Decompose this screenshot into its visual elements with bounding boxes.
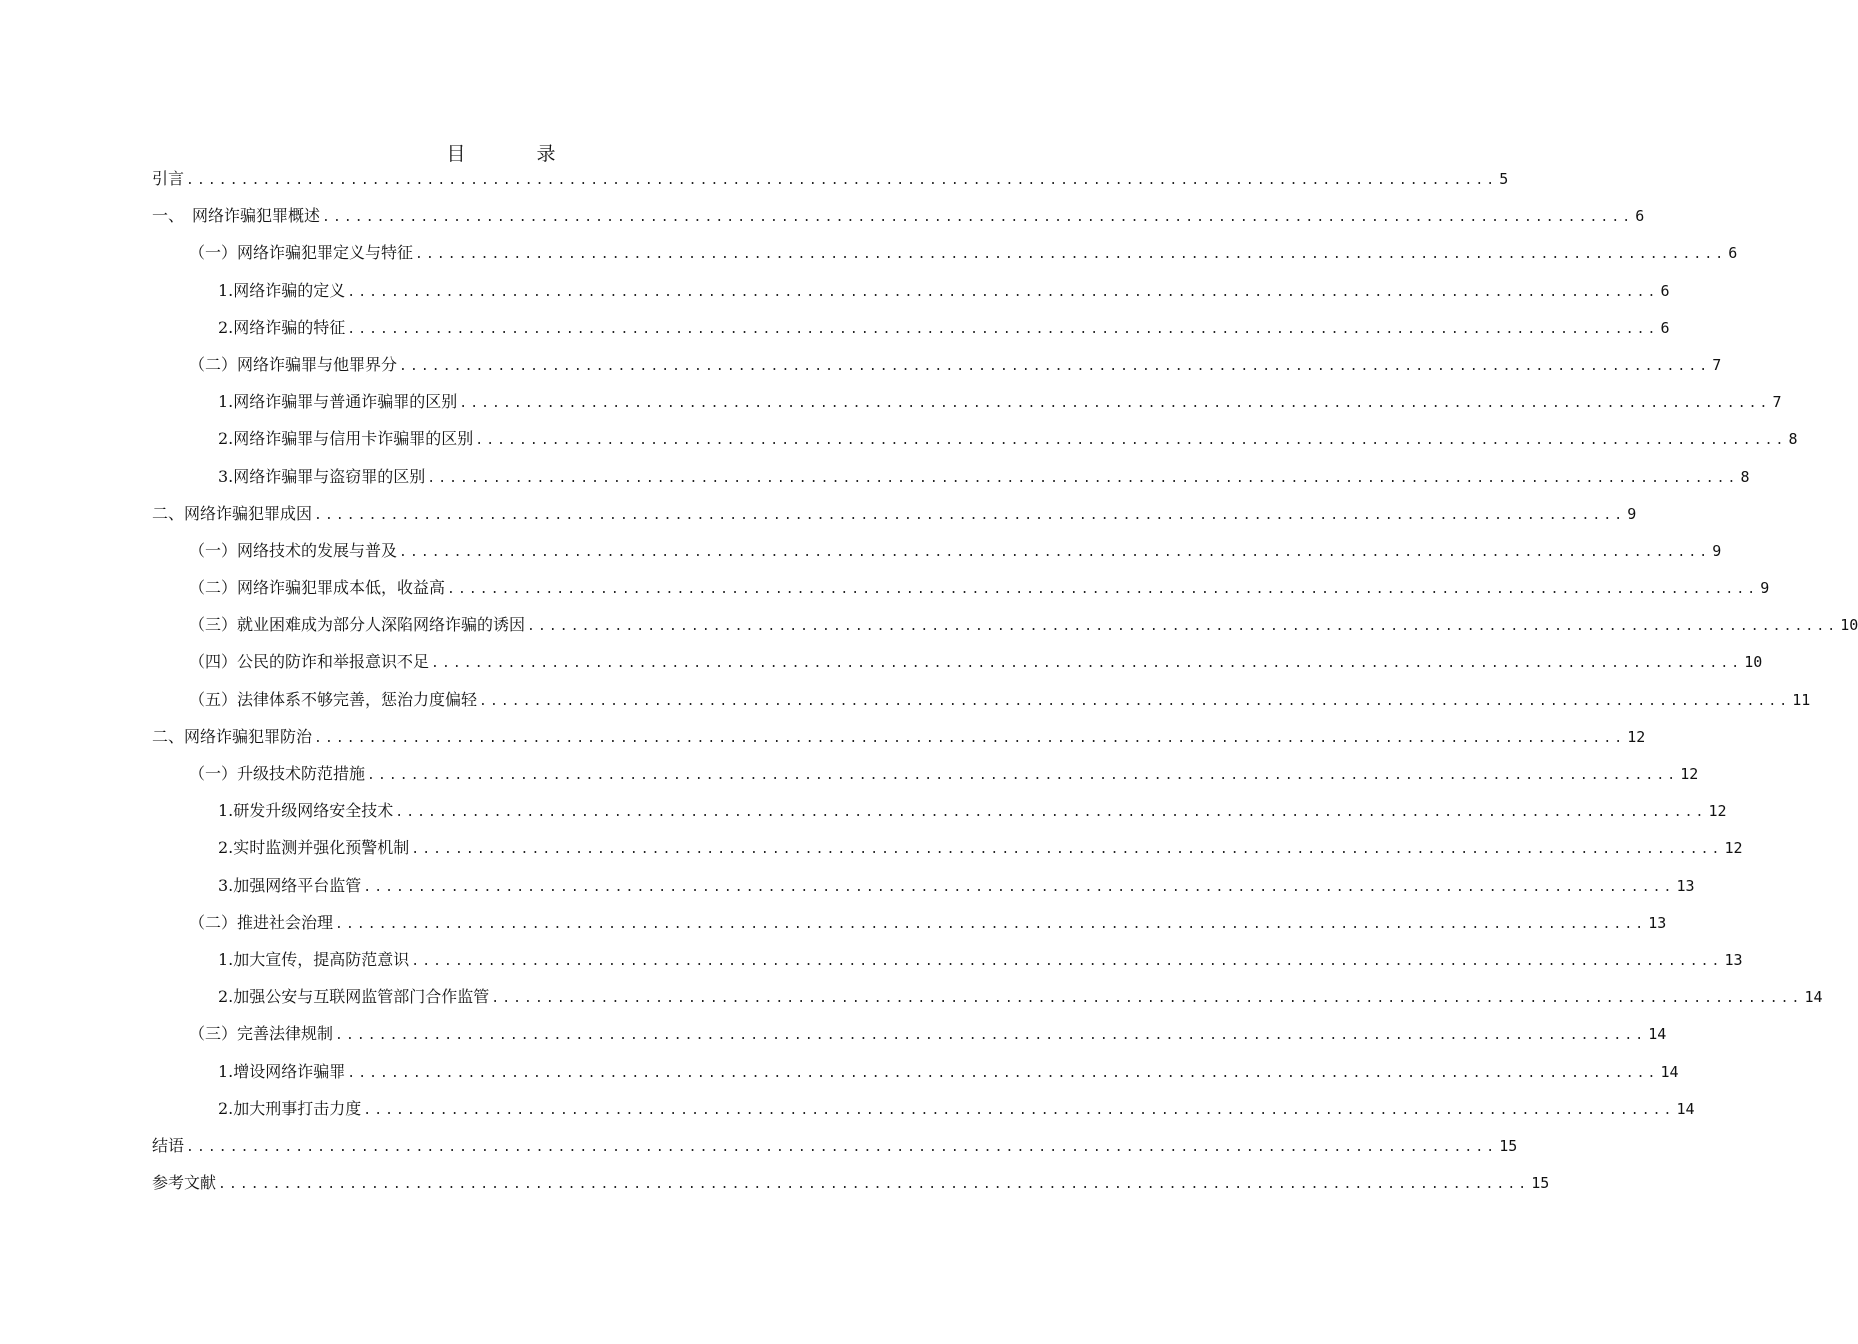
toc-entry[interactable]: [152, 797, 1727, 834]
toc-entry-label: 1.增设网络诈骗罪: [218, 1061, 346, 1081]
toc-entry-label: 结语: [152, 1135, 185, 1155]
toc-entry-page-number: 13: [1648, 913, 1667, 932]
toc-entry[interactable]: [152, 388, 1782, 425]
toc-dot-leader: ........................................................................................................................: [218, 1177, 1530, 1193]
toc-dot-leader: ........................................................................................................................: [427, 470, 1739, 486]
toc-entry-label: 1.网络诈骗罪与普通诈骗罪的区别: [218, 392, 458, 412]
toc-entry[interactable]: [152, 351, 1722, 388]
toc-entry[interactable]: [152, 760, 1699, 797]
toc-dot-leader: ........................................................................................................................: [527, 619, 1839, 635]
toc-entry-page-number: 15: [1531, 1174, 1550, 1193]
toc-dot-leader: ........................................................................................................................: [399, 358, 1711, 374]
toc-entry-label: （二）推进社会治理: [189, 912, 334, 932]
toc-entry[interactable]: [152, 909, 1667, 946]
toc-entry-label: 二、网络诈骗犯罪防治: [152, 726, 313, 746]
toc-entry-page-number: 5: [1499, 170, 1509, 188]
toc-dot-leader: ........................................................................................................................: [314, 730, 1626, 746]
toc-dot-leader: ........................................................................................................................: [399, 544, 1711, 560]
toc-entry-label: （一）网络技术的发展与普及: [189, 540, 398, 560]
toc-dot-leader: ........................................................................................................................: [347, 284, 1659, 300]
toc-dot-leader: ........................................................................................................................: [459, 396, 1771, 412]
toc-dot-leader: ........................................................................................................................: [431, 656, 1743, 672]
toc-entry-page-number: 14: [1804, 988, 1823, 1007]
toc-entry-label: 2.加大刑事打击力度: [218, 1098, 362, 1118]
toc-entry-page-number: 12: [1627, 727, 1646, 746]
toc-entry-page-number: 15: [1499, 1136, 1518, 1155]
toc-dot-leader: ........................................................................................................................: [363, 879, 1675, 895]
toc-entry-page-number: 12: [1724, 839, 1743, 858]
toc-entry[interactable]: [152, 872, 1695, 909]
toc-entry-page-number: 8: [1788, 430, 1798, 449]
toc-dot-leader: ........................................................................................................................: [186, 1139, 1498, 1155]
toc-entry-label: 1.加大宣传，提高防范意识: [218, 949, 410, 969]
toc-entry-page-number: 6: [1635, 207, 1645, 226]
toc-dot-leader: ........................................................................................................................: [347, 1065, 1659, 1081]
toc-entry-page-number: 9: [1627, 504, 1637, 523]
toc-entry-page-number: 12: [1708, 802, 1727, 821]
toc-entry-page-number: 6: [1660, 318, 1670, 337]
toc-entry-page-number: 6: [1660, 281, 1670, 300]
toc-entry[interactable]: [152, 1058, 1679, 1095]
toc-entry-page-number: 6: [1728, 244, 1738, 263]
toc-entry[interactable]: [152, 537, 1722, 574]
toc-entry[interactable]: [152, 686, 1811, 723]
toc-entry-label: （三）就业困难成为部分人深陷网络诈骗的诱因: [189, 615, 526, 635]
toc-entry-label: （五）法律体系不够完善，惩治力度偏轻: [189, 689, 478, 709]
toc-entry-label: 1.研发升级网络安全技术: [218, 801, 394, 821]
toc-entry-page-number: 10: [1840, 616, 1858, 635]
toc-entry-label: 1.网络诈骗的定义: [218, 280, 346, 300]
toc-entry[interactable]: [152, 946, 1743, 983]
toc-entry-label: 参考文献: [152, 1173, 217, 1193]
toc-entry-label: （二）网络诈骗罪与他罪界分: [189, 354, 398, 374]
toc-entry-label: （一）升级技术防范措施: [189, 764, 366, 783]
toc-entry-page-number: 7: [1712, 355, 1722, 374]
toc-entry[interactable]: [152, 277, 1670, 314]
toc-dot-leader: ........................................................................................................................: [411, 953, 1723, 969]
toc-entry[interactable]: [152, 1095, 1695, 1132]
toc-dot-leader: ........................................................................................................................: [475, 433, 1787, 449]
toc-dot-leader: ........................................................................................................................: [314, 507, 1626, 523]
toc-entry-label: 二、网络诈骗犯罪成因: [152, 503, 313, 523]
toc-entry[interactable]: [152, 239, 1738, 276]
toc-dot-leader: ........................................................................................................................: [447, 582, 1759, 598]
toc-entry-label: 2.加强公安与互联网监管部门合作监管: [218, 987, 490, 1007]
toc-entry[interactable]: [152, 1169, 1550, 1206]
toc-dot-leader: ........................................................................................................................: [363, 1102, 1675, 1118]
toc-entry[interactable]: [152, 425, 1798, 462]
toc-entry[interactable]: [152, 202, 1645, 239]
toc-entry[interactable]: [152, 314, 1670, 351]
toc-entry-label: 一、 网络诈骗犯罪概述: [152, 206, 321, 226]
toc-dot-leader: ........................................................................................................................: [415, 247, 1727, 263]
toc-entry[interactable]: [152, 165, 1509, 202]
toc-dot-leader: ........................................................................................................................: [491, 991, 1803, 1007]
toc-entry-label: （二）网络诈骗犯罪成本低，收益高: [189, 578, 446, 598]
toc-entry[interactable]: [152, 723, 1646, 760]
toc-entry-label: （一）网络诈骗犯罪定义与特征: [189, 243, 414, 263]
toc-entry-label: 2.网络诈骗罪与信用卡诈骗罪的区别: [218, 429, 474, 449]
toc-dot-leader: ........................................................................................................................: [411, 842, 1723, 858]
toc-title: 目 录: [446, 143, 582, 165]
toc-entry-page-number: 9: [1712, 541, 1722, 560]
toc-entry-page-number: 13: [1676, 876, 1695, 895]
toc-entry-label: 2.实时监测并强化预警机制: [218, 838, 410, 858]
toc-entry-label: （四）公民的防诈和举报意识不足: [189, 652, 430, 672]
toc-dot-leader: ........................................................................................................................: [479, 693, 1791, 709]
toc-entry-page-number: 8: [1740, 467, 1750, 486]
toc-entry-page-number: 14: [1648, 1025, 1667, 1044]
toc-dot-leader: ........................................................................................................................: [347, 321, 1659, 337]
toc-entry[interactable]: [152, 500, 1637, 537]
toc-entry-page-number: 14: [1660, 1062, 1679, 1081]
toc-dot-leader: ........................................................................................................................: [367, 768, 1679, 783]
toc-entry[interactable]: [152, 648, 1763, 685]
toc-entry-label: 引言: [152, 169, 185, 188]
toc-entry-page-number: 10: [1744, 653, 1763, 672]
toc-entry-page-number: 7: [1772, 393, 1782, 412]
toc-entry-label: 3.网络诈骗罪与盗窃罪的区别: [218, 466, 426, 486]
toc-entry-label: 2.网络诈骗的特征: [218, 317, 346, 337]
table-of-contents: [152, 165, 1858, 1206]
toc-entry[interactable]: [152, 574, 1770, 611]
toc-dot-leader: ........................................................................................................................: [335, 916, 1647, 932]
toc-dot-leader: ........................................................................................................................: [322, 210, 1634, 226]
toc-entry-label: （三）完善法律规制: [189, 1024, 334, 1044]
toc-entry-page-number: 11: [1792, 690, 1811, 709]
toc-entry[interactable]: [152, 463, 1750, 500]
toc-entry-page-number: 9: [1760, 579, 1770, 598]
toc-entry-label: 3.加强网络平台监管: [218, 875, 362, 895]
toc-dot-leader: ........................................................................................................................: [395, 805, 1707, 821]
toc-entry-page-number: 14: [1676, 1099, 1695, 1118]
toc-entry-page-number: 12: [1680, 765, 1699, 783]
toc-entry[interactable]: [152, 611, 1858, 648]
toc-dot-leader: ........................................................................................................................: [186, 173, 1498, 188]
toc-entry[interactable]: [152, 1020, 1667, 1057]
toc-dot-leader: ........................................................................................................................: [335, 1028, 1647, 1044]
toc-entry[interactable]: [152, 834, 1743, 871]
toc-entry-page-number: 13: [1724, 950, 1743, 969]
toc-entry[interactable]: [152, 983, 1823, 1020]
toc-entry[interactable]: [152, 1132, 1518, 1169]
